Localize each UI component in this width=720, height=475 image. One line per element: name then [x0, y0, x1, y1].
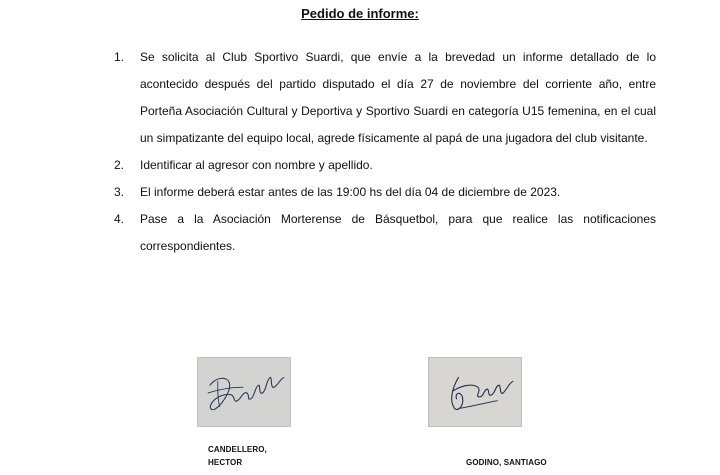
item-text: Pase a la Asociación Morterense de Básquetbol, para que realice las notificaciones correspondientes.: [140, 212, 656, 253]
signatory-name-left: [208, 443, 288, 469]
signatory-name-right: GODINO, SANTIAGO: [466, 458, 547, 467]
signatory-given-name: HECTOR: [208, 458, 243, 467]
item-number: 3.: [114, 185, 125, 199]
item-text: El informe deberá estar antes de las 19:00 hs del día 04 de diciembre de 2023.: [140, 185, 561, 199]
list-item: [114, 179, 656, 206]
request-list: [114, 44, 656, 260]
list-item: [114, 206, 656, 260]
item-number: 4.: [114, 212, 125, 226]
handwritten-signature-right: [429, 358, 521, 426]
item-number: 1.: [114, 50, 125, 64]
signature-image-godino: [428, 357, 522, 427]
handwritten-signature-left: [198, 358, 290, 426]
signature-image-candellero: [197, 357, 291, 427]
item-text: Identificar al agresor con nombre y apellido.: [140, 158, 373, 172]
signatory-surname: CANDELLERO,: [208, 445, 267, 454]
list-item: [114, 44, 656, 152]
document-title: Pedido de informe:: [301, 6, 419, 21]
item-number: 2.: [114, 158, 125, 172]
list-item: [114, 152, 656, 179]
item-text: Se solicita al Club Sportivo Suardi, que envíe a la brevedad un informe detallado de lo acontecido después del partido disputado el día 27 de noviembre del corriente año, entre Porteña Asociación Cultural y Deportiva y Sportivo Suardi en categoría U15 femenina, en el cual un simpatizante del equipo local, agrede físicamente al papá de una jugadora del club visitante.: [140, 50, 656, 145]
